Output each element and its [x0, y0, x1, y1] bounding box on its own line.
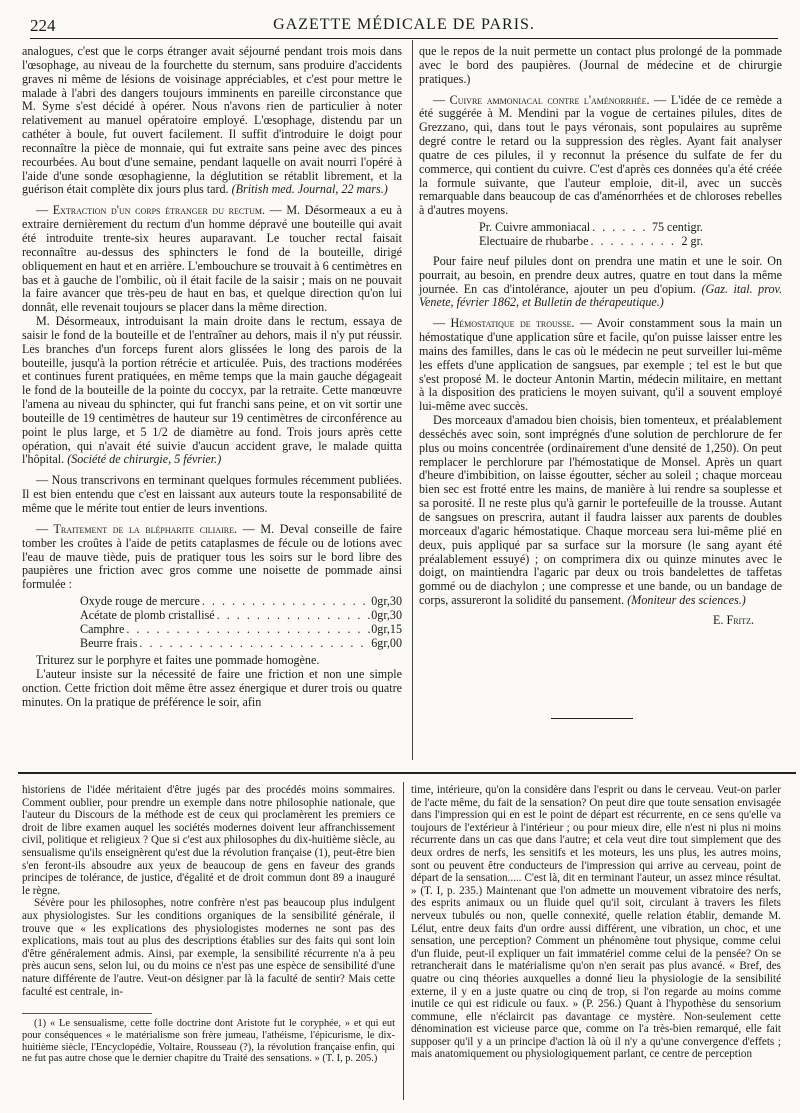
ingredient-name: Camphre: [80, 621, 125, 636]
extraction-text-2: M. Désormeaux, introduisant la main droite dans le rectum, essaya de saisir le fond de la bouteille et de l'entraîner au dehors, mais il n'y put réussir. Les branches d'un forceps furent alors glissées le long des parois de la bouteille, jusqu'à la portion rétrécie et articulée. Puis, des tractions modérées et continues furent pratiquées, en même temps que la main gauche dégageait le fond de la bouteille de la pointe du coccyx, par la retraite. Cette manœuvre l'amena au niveau du sphincter, qui fut franchi sans peine, et on vit sortir une bouteille de 19 centimètres de hauteur sur 19 centimètres de circonférence au point le plus large, et 5 1/2 de diamètre au fond. Trois jours après cette opération, qui n'avait été suivie d'aucun accident grave, le malade quitta l'hôpital.: [22, 314, 402, 467]
article-end-rule: [551, 718, 633, 719]
recipe-line: [80, 595, 402, 609]
ingredient-quantity: 0gr,30: [371, 607, 402, 622]
cuivre-text: L'idée de ce remède a été suggérée à M. Mendini par la vogue de certaines pilules, dites de Grezzano, qui, dans tout le pays véronais, sont populaires au suprême degré contre le retard ou la suppression des règles. Ayant fait analyser quatre de ces pilules, il y reconnut la présence du sulfate de fer du commerce, qui contient du cuivre. C'est d'après ces données qu'a été créée la formule suivante, que l'auteur emploie, dit-il, avec un succès remarquable dans beaucoup de cas d'aménorrhées et de chloroses rebelles à d'autres moyens.: [419, 92, 783, 218]
footnote-rule: [22, 1013, 152, 1014]
running-title: GAZETTE MÉDICALE DE PARIS.: [273, 16, 535, 33]
leader-dots: [588, 235, 681, 249]
feuilleton-right-column: [411, 784, 781, 1061]
author-signature: E. Fritz.: [713, 612, 754, 627]
syme-source: (British med. Journal, 22 mars.): [231, 182, 388, 197]
blepharite-recipe: [80, 595, 402, 650]
page-header: [30, 12, 778, 39]
ingredient-name: Electuaire de rhubarbe: [479, 233, 589, 248]
ingredient-name: Beurre frais: [80, 635, 138, 650]
syme-case-text: analogues, c'est que le corps étranger avait séjourné pendant trois mois dans l'œsophage, au niveau de la fourchette du sternum, sans produire d'accidents graves ni même de lésions de voisinage appréciables, et c'est pour mettre le malade à l'abri des dangers toujours imminents en pareille circonstance que M. Syme s'est décidé à opérer. Nous n'avons rien de particulier à noter relativement au manuel opératoire employé. L'œsophage, distendu par un cathéter à boule, fut ouvert facilement. Il suffit d'introduire le doigt pour reconnaître la pièce de monnaie, qui fut extraite sans peine avec des pinces recourbées. Au bout d'une semaine, pendant laquelle on avait nourri l'opéré à l'aide d'une sonde œsophagienne, la déglutition se rétablit librement, et la guérison était complète dix jours plus tard.: [22, 44, 402, 197]
cuivre-source: (Gaz. ital. prov. Venete, février 1862, et Bulletin de thérapeutique.): [419, 281, 782, 310]
syme-case-paragraph: [22, 45, 402, 197]
ingredient-quantity: 6gr,00: [371, 635, 402, 650]
hemostatique-text-2: Des morceaux d'amadou bien choisis, bien tomenteux, et préalablement desséchés avec soin, sont imprégnés d'une solution de perchlorure de fer plus ou moins concentrée (ordinairement d'une densité de 1,250). On peut remplacer le perchlorure par l'hémostatique de Monsel. Après un quart d'heure d'imbibition, on laisse égoutter, sécher au soleil ; chaque morceau bien sec est frotté entre les mains, de manière à lui rendre sa souplesse et sa porosité. Il ne reste plus qu'à garnir le portefeuille de la trousse. Autant de sangsues on prescrira, autant il faudra laisser aux parents de doubles morceaux d'agaric hémostatique. Chaque morceau sera lui-même plié en deux, puis appliqué par sa surface sur la morsure (le sang ayant été préalablement essuyé) ; on comprimera dix ou quinze minutes avec le doigt, on maintiendra l'agaric par deux ou trois bandelettes de taffetas gommé ou de diachylon ; une compresse et une bande, ou un bandage de corps, assureront la solidité du pansement.: [419, 413, 782, 608]
recipe-line: [80, 637, 402, 651]
ingredient-quantity: 0gr,30: [371, 594, 402, 609]
blepharite-end: que le repos de la nuit permette un contact plus prolongé de la pommade avec le bord des paupières. (Journal de médecine et de chirurgie pratiques.): [419, 44, 782, 86]
feuilleton-right-paragraph: time, intérieure, qu'on la considère dans l'esprit ou dans le cerveau. Veut-on parler de l'acte même, du fait de la sensation? On peut dire que toute sensation envisagée dans l'impression qui en est le point de départ est récurrente, en ce sens qu'elle va toujours de l'extérieur à l'intérieur ; ou pour mieux dire, elle n'est ni plus ni moins récurrente dans un cas que dans l'autre; et cela veut dire tout simplement que des deux ordres de nerfs, les sensitifs et les moteurs, les uns plus, les autres moins, sont ou peuvent être conducteurs de l'impression qui arrive au cerveau, point de départ de la sensation..... C'est là, dit en terminant l'auteur, un assez mince résultat. » (T. I, p. 235.) Maintenant que l'on admette un mouvement vibratoire des nerfs, des esprits animaux ou un fluide quel qu'il soit, circulant à travers les filets nerveux tubulés ou non, quelle connexité, quelle relation établir, demande M. Lélut, entre deux faits d'un ordre aussi différent, une vibration, un choc, et une sensation, une perception? Comment un phénomène tout physique, comme celui d'un fluide, peut-il expliquer un fait immatériel comme celui de la pensée? On se retrancherait dans le matérialisme qu'on n'en serait pas plus avancé. « Bref, des quatre ou cinq théories auxquelles a donné lieu la physiologie de la sensibilité externe, il y en a juste quatre ou cinq de trop, si l'on regarde au moins comme inutile ce qui est ridicule ou faux. » (P. 256.) Quant à l'hypothèse du sensorium commune, elle n'éclaircit pas davantage ce mystère. Non-seulement cette dénomination est vicieuse parce que, comme on l'a très-bien remarqué, elle fait supposer qu'il y a un principe d'action là où il n'y a qu'une convergence d'effets ; mais anatomiquement ou physiologiquement parlant, ce centre de perception: [411, 784, 781, 1061]
formulas-intro: — Nous transcrivons en terminant quelques formules récemment publiées. Il est bien entendu que c'est en laissant aux auteurs toute la responsabilité de même que le mérite tout entier de leurs inventions.: [22, 473, 402, 515]
recipe-line: [479, 221, 703, 235]
leader-dots: [137, 637, 371, 651]
recipe-line: [80, 623, 402, 637]
feuilleton-left-column: [22, 784, 395, 998]
hemostatique-source: (Moniteur des sciences.): [627, 593, 746, 608]
blepharite-friction-paragraph: L'auteur insiste sur la nécessité de faire une friction et non une simple onction. Cette friction doit même être assez énergique et durer trois ou quatre minutes. On la pratique de préférence le soir, afin: [22, 667, 402, 709]
cuivre-recipe: [479, 221, 703, 249]
ingredient-name: Pr. Cuivre ammoniacal: [479, 220, 591, 235]
extraction-source: (Société de chirurgie, 5 février.): [67, 452, 222, 467]
ingredient-quantity: 75 centigr.: [651, 220, 703, 235]
blepharite-paragraph: [22, 523, 402, 592]
extraction-paragraph: [22, 204, 402, 315]
leader-dots: [200, 595, 371, 609]
ingredient-quantity: 0gr,15: [371, 621, 402, 636]
feuilleton-left-paragraph-2: Sévère pour les philosophes, notre confrère n'est pas beaucoup plus indulgent aux physiologistes. Sur les conditions organiques de la sensibilité générale, il trouve que « les explications des physiologistes modernes ne sont pas des explications, mais tout au plus des descriptions établies sur des faits qui sont loin d'être généralement admis. Ainsi, par exemple, la sensibilité récurrente n'a à peu près aucun sens, selon lui, ou du moins ce n'est pas une espèce de sensibilité d'une nature différente de l'autre. Veut-on désigner par là la faculté de sentir? Mais cette faculté est centrale, in-: [22, 897, 395, 998]
ingredient-quantity: 2 gr.: [681, 233, 703, 248]
hemostatique-title: — Hémostatique de trousse. —: [433, 316, 593, 331]
hemostatique-text: Avoir constamment sous la main un hémostatique d'une application sûre et facile, qu'on puisse laisser entre les mains des familles, dans le cas où le médecin ne peut surveiller lui-même les effets d'une application de sangsues, par exemple ; tel est le but que s'est proposé M. le docteur Antonin Martin, médecin militaire, en mettant à la disposition des praticiens le moyen suivant, qu'il a souvent employé lui-même avec succès.: [419, 316, 782, 414]
cuivre-dosage-text: Pour faire neuf pilules dont on prendra une matin et une le soir. On pourrait, au besoin, en prendre deux autres, quatre en tout dans la même journée. En cas d'intolérance, ajouter un peu d'opium.: [419, 253, 782, 296]
leader-dots: [215, 609, 372, 623]
leader-dots: [124, 623, 371, 637]
cuivre-dosage-paragraph: [419, 255, 782, 310]
extraction-paragraph-2: [22, 315, 402, 467]
hemostatique-paragraph-2: [419, 414, 782, 608]
recipe-line: [479, 235, 703, 249]
extraction-text: M. Désormeaux a eu à extraire dernièrement du rectum d'un homme dépravé une bouteille qui avait été introduite trente-six heures auparavant. Le toucher rectal faisait reconnaître au-dessus des sphincters le fond de la bouteille, dirigé obliquement en haut et en arrière. L'embouchure se trouvait à 6 centimètres en bas et à gauche de l'ombilic, où il était facile de la saisir ; mais on ne pouvait la faire avancer que très-peu de haut en bas, et quelque direction qu'on lui donnât, elle revenait toujours se placer dans la même direction.: [22, 203, 403, 315]
recipe-line: [80, 609, 402, 623]
feuilleton-left-paragraph-1: historiens de l'idée méritaient d'être jugés par des procédés moins sommaires. Comment oublier, pour prendre un exemple dans notre philosophie nationale, que l'auteur du Discours de la méthode est de ceux qui proclamèrent les premiers ce droit de libre examen auquel les sociétés modernes doivent leur affranchissement civil, politique et religieux ? Que si c'est aux philosophes du dix-huitième siècle, au sensualisme qu'ils enseignèrent qu'est due la révolution française (1), peut-être bien s'en feront-ils absoudre aux yeux de beaucoup de gens en faveur des grands principes de tolérance, de justice, d'égalité et de droit commun dont 89 a inauguré le règne.: [22, 784, 395, 897]
left-column: [22, 45, 402, 710]
hemostatique-paragraph: [419, 317, 782, 414]
cuivre-title: — Cuivre ammoniacal contre l'aménorrhée. —: [433, 92, 667, 107]
page-number: 224: [30, 16, 56, 35]
blepharite-title: — Traitement de la blépharite ciliaire. —: [36, 521, 255, 536]
ingredient-name: Oxyde rouge de mercure: [80, 594, 200, 609]
ingredient-name: Acétate de plomb cristallisé: [80, 607, 215, 622]
feuilleton-column-divider: [403, 782, 404, 1100]
footnote: [22, 1018, 395, 1065]
right-column: [419, 45, 782, 628]
column-divider: [412, 40, 413, 760]
extraction-title: — Extraction d'un corps étranger du rectum. —: [36, 203, 282, 218]
leader-dots: [590, 221, 652, 235]
blepharite-text: M. Deval conseille de faire tomber les croûtes à l'aide de petits cataplasmes de fécule ou de lotions avec l'eau de mauve tiède, puis de pratiquer tous les soirs sur le bord libre des paupières une friction avec gros comme une noisette de pommade ainsi formulée :: [22, 521, 403, 592]
feuilleton-divider: [18, 772, 796, 774]
cuivre-paragraph: [419, 94, 782, 219]
blepharite-instruction: Triturez sur le porphyre et faites une pommade homogène.: [36, 653, 320, 668]
footnote-text: (1) « Le sensualisme, cette folle doctrine dont Aristote fut le coryphée, » et qui eut pour conséquences « le matérialisme son frère jumeau, l'athéisme, l'épicurisme, le dix-huitième siècle, l'Encyclopédie, Voltaire, Rousseau (?), la révolution française enfin, qui ne fut pas autre chose que le dernier chapitre du Traité des sensations. » (T. I, p. 205.): [22, 1018, 395, 1065]
